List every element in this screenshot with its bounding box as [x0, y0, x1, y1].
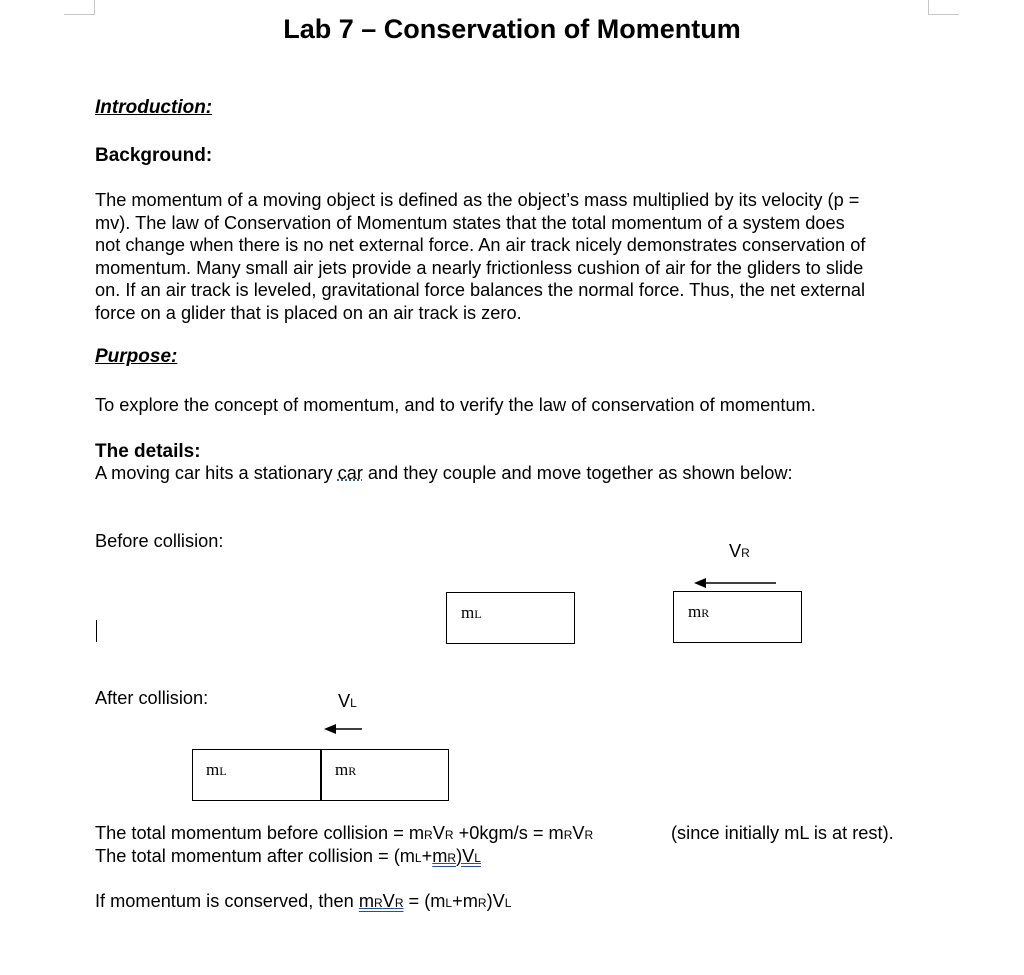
background-line: momentum. Many small air jets provide a nearly frictionless cushion of air for the gliders to slide — [95, 257, 864, 278]
equation-note: (since initially mL is at rest). — [671, 823, 894, 843]
purpose-text: To explore the concept of momentum, and to verify the law of conservation of momentum. — [95, 395, 816, 415]
details-text-post: and they couple and move together as shown below: — [362, 463, 793, 483]
introduction-heading: Introduction: — [95, 97, 213, 118]
background-heading: Background: — [95, 145, 213, 166]
velocity-arrow-left-right-car — [690, 575, 780, 591]
details-heading: The details: — [95, 441, 201, 462]
text-cursor — [96, 620, 97, 642]
details-text-pre: A moving car hits a stationary — [95, 463, 338, 483]
background-line: The momentum of a moving object is defined as the object’s mass multiplied by its velocity (p = — [95, 190, 860, 210]
cart-mr-before — [673, 591, 802, 643]
background-line: not change when there is no net external force. An air track nicely demonstrates conservation of — [95, 235, 866, 255]
corner-mark-right — [928, 0, 959, 15]
spellcheck-vl[interactable]: VL — [462, 846, 481, 866]
page-title: Lab 7 – Conservation of Momentum — [283, 14, 741, 44]
cart-ml-label: mL — [206, 760, 227, 779]
corner-mark-left — [64, 0, 95, 15]
details-text — [95, 462, 793, 485]
equation-momentum-after: The total momentum after collision = (mL+mR)VL — [95, 846, 481, 866]
cart-ml-before — [446, 592, 575, 644]
equation-conservation: If momentum is conserved, then mRVR = (mL+mR)VL — [95, 891, 512, 911]
after-collision-label: After collision: — [95, 688, 209, 708]
spellcheck-mrvr[interactable]: mRVR — [358, 891, 404, 911]
background-line: force on a glider that is placed on an air track is zero. — [95, 302, 522, 323]
velocity-arrow-left-coupled — [322, 721, 366, 737]
cart-mr-after — [320, 749, 449, 801]
purpose-heading: Purpose: — [95, 346, 178, 367]
background-line: on. If an air track is leveled, gravitational force balances the normal force. Thus, the net external — [95, 280, 866, 300]
equation-momentum-before: The total momentum before collision = mRVR +0kgm/s = mRVR — [95, 823, 594, 843]
cart-ml-label: mL — [461, 603, 482, 622]
spellcheck-mr[interactable]: mR) — [432, 846, 463, 866]
velocity-label-vr: VR — [729, 541, 750, 561]
cart-mr-label: mR — [335, 760, 357, 779]
background-line: mv). The law of Conservation of Momentum states that the total momentum of a system does — [95, 212, 845, 233]
background-paragraph — [95, 189, 935, 324]
before-collision-label: Before collision: — [95, 531, 224, 551]
cart-mr-label: mR — [688, 602, 710, 621]
spellcheck-word-car[interactable]: car — [337, 463, 363, 483]
velocity-label-vl: VL — [338, 691, 357, 711]
cart-ml-after — [192, 749, 322, 801]
